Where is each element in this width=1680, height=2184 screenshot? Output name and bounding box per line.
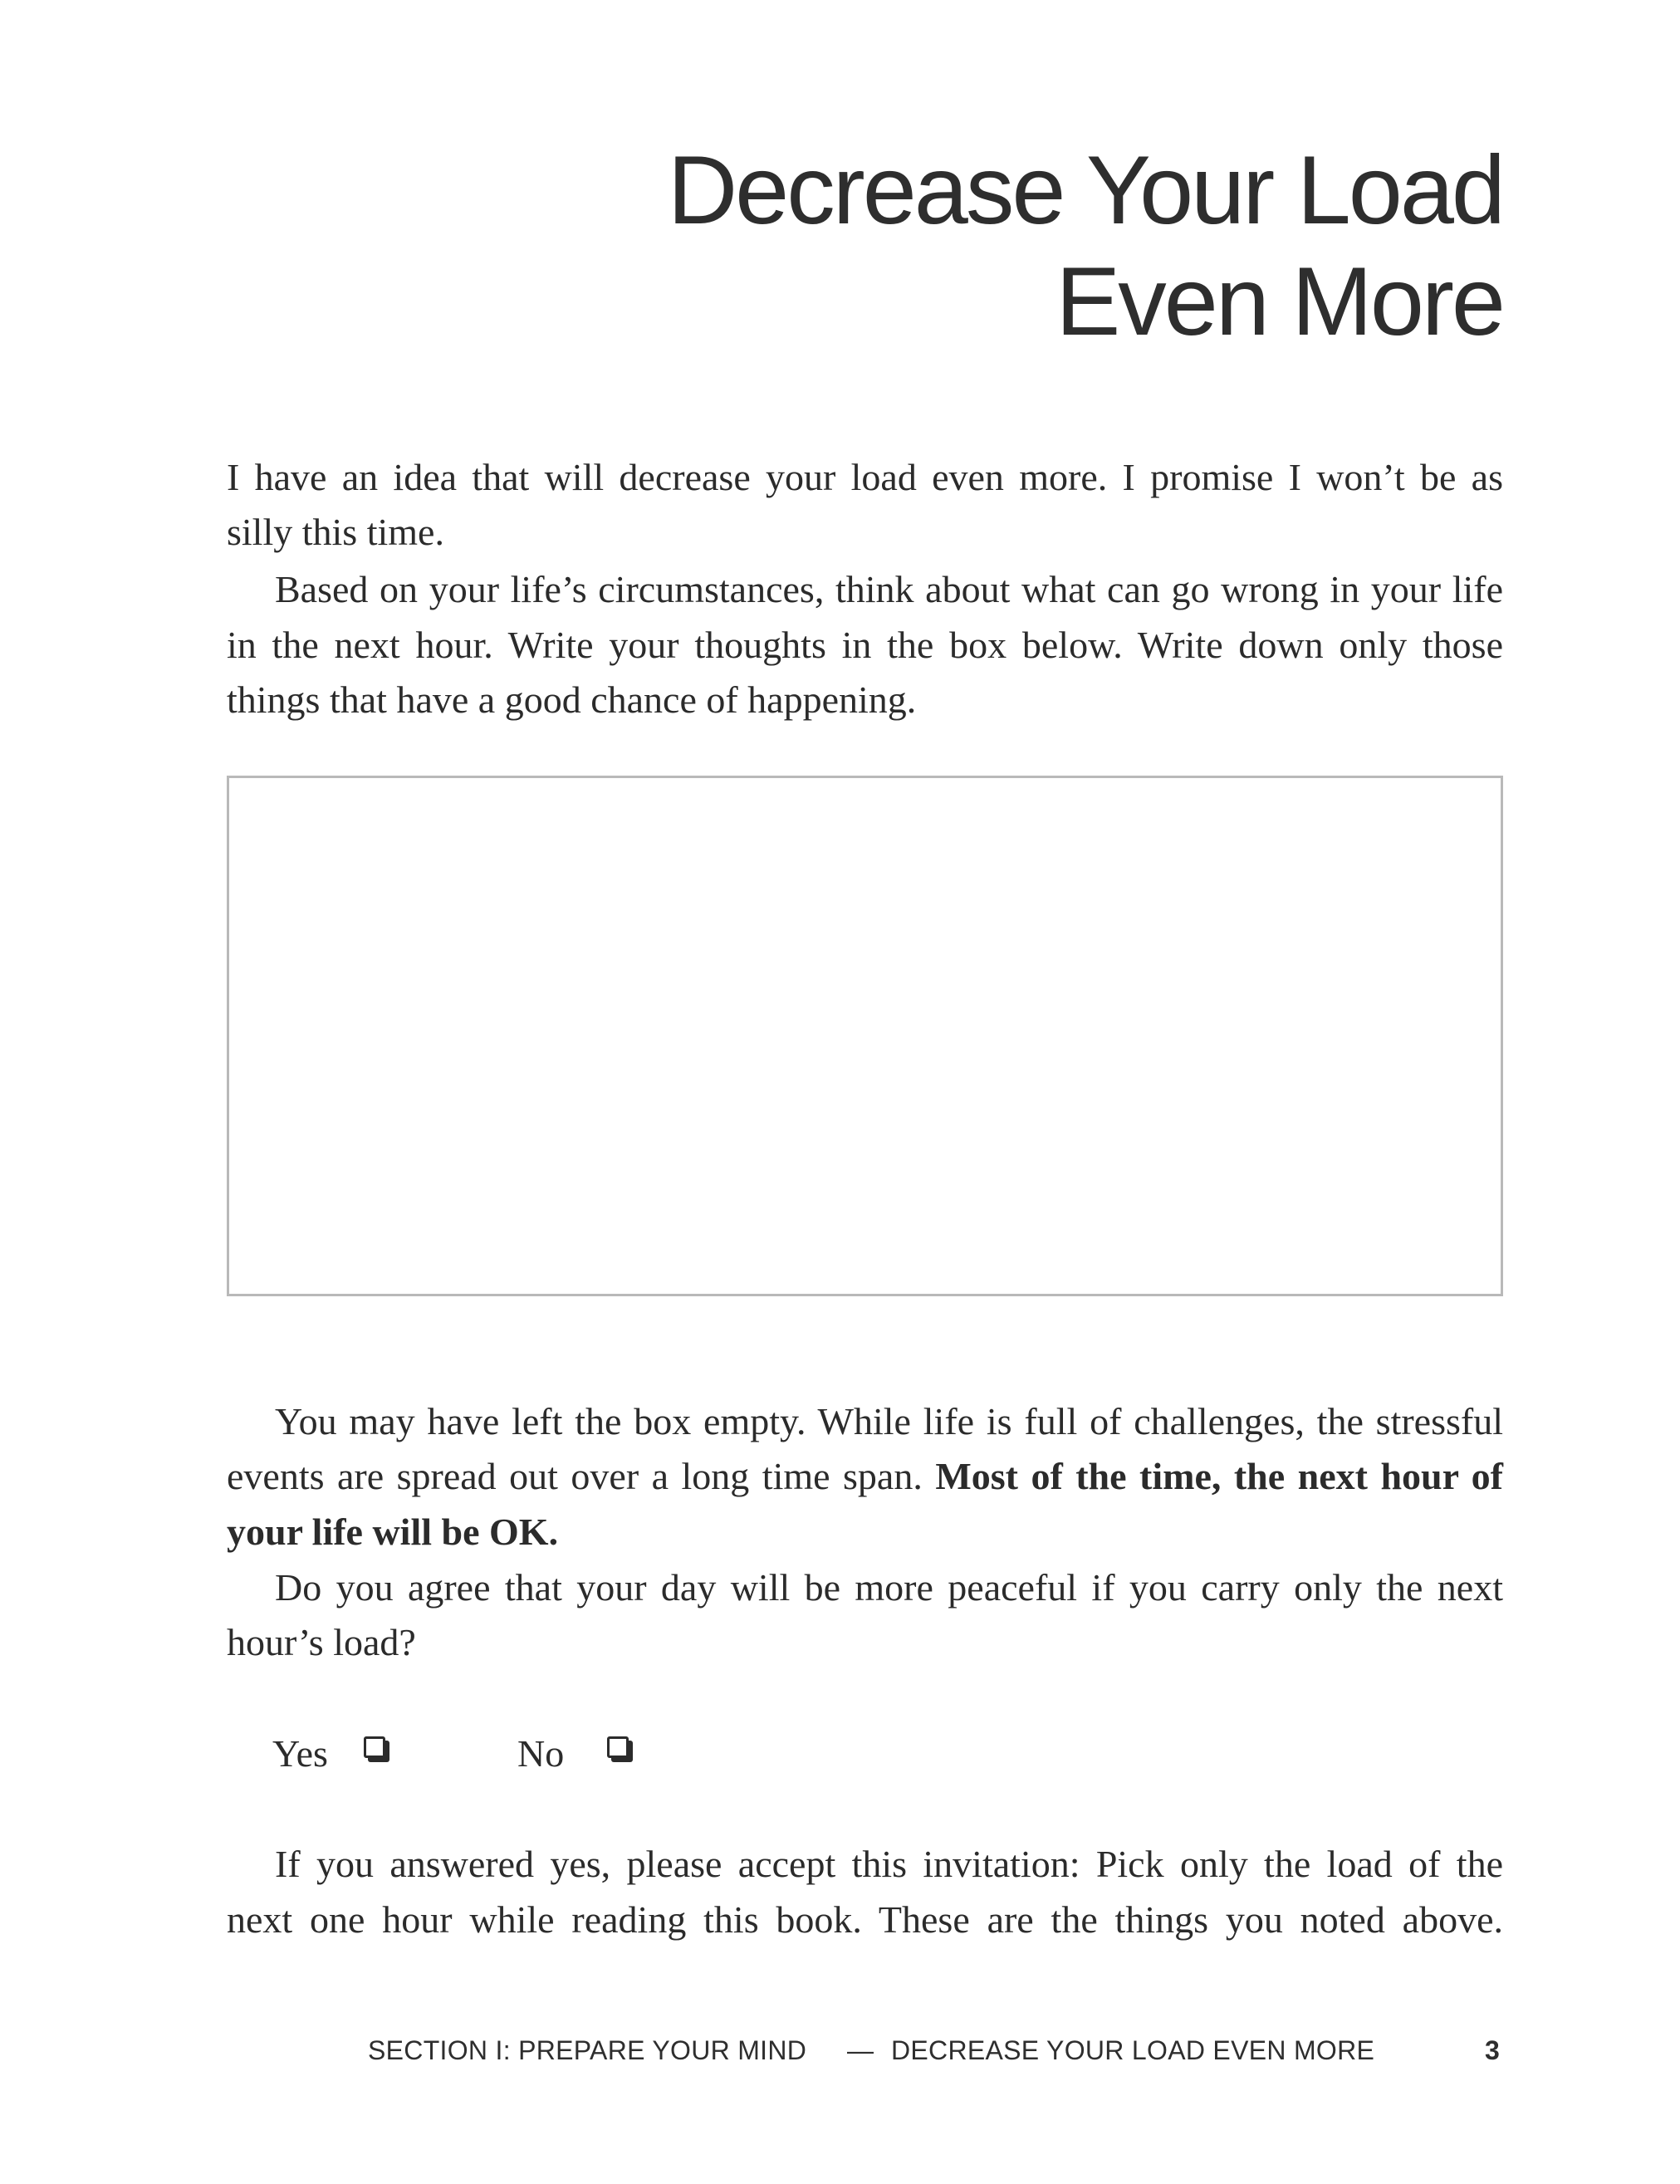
thoughts-write-box[interactable]	[227, 776, 1503, 1296]
footer-section-name: SECTION I: PREPARE YOUR MIND	[368, 2035, 807, 2065]
intro-p2-line-1: Based on your life’s circumstances, think about what can go wrong in your life	[275, 568, 1503, 610]
no-label: No	[517, 1732, 565, 1775]
reflection-p2-line-2: hour’s load?	[227, 1621, 416, 1663]
intro-p2-line-2: in the next hour. Write your thoughts in the box below. Write down only those	[227, 624, 1503, 666]
reflection-p2-line-1: Do you agree that your day will be more peaceful if you carry only the next	[275, 1566, 1503, 1609]
reflection-p1-line-2	[227, 1457, 1503, 1496]
closing-line-2: next one hour while reading this book. These are the things you noted above.	[227, 1898, 1503, 1941]
page-number: 3	[1485, 2035, 1501, 2065]
reflection-p1-line-3: your life will be OK.	[227, 1511, 559, 1553]
yes-checkbox[interactable]	[364, 1736, 385, 1758]
reflection-emphasis-text: Most of the time, the next hour of	[935, 1455, 1503, 1497]
footer-chapter-name: DECREASE YOUR LOAD EVEN MORE	[891, 2035, 1375, 2065]
intro-p1-line-2: silly this time.	[227, 511, 444, 553]
yes-label: Yes	[272, 1732, 328, 1775]
footer-separator: —	[847, 2035, 874, 2065]
intro-p1-line-1: I have an idea that will decrease your load even more. I promise I won’t be as	[227, 456, 1503, 498]
closing-line-1: If you answered yes, please accept this invitation: Pick only the load of the	[275, 1843, 1503, 1885]
no-checkbox[interactable]	[607, 1736, 629, 1758]
intro-p2-line-3: things that have a good chance of happening.	[227, 678, 917, 721]
page-title-line-1: Decrease Your Load	[667, 135, 1503, 244]
page-title-line-2: Even More	[1056, 247, 1503, 355]
reflection-p1-line-1: You may have left the box empty. While life is full of challenges, the stressful	[275, 1400, 1503, 1442]
reflection-regular-text: events are spread out over a long time span.	[227, 1455, 923, 1497]
